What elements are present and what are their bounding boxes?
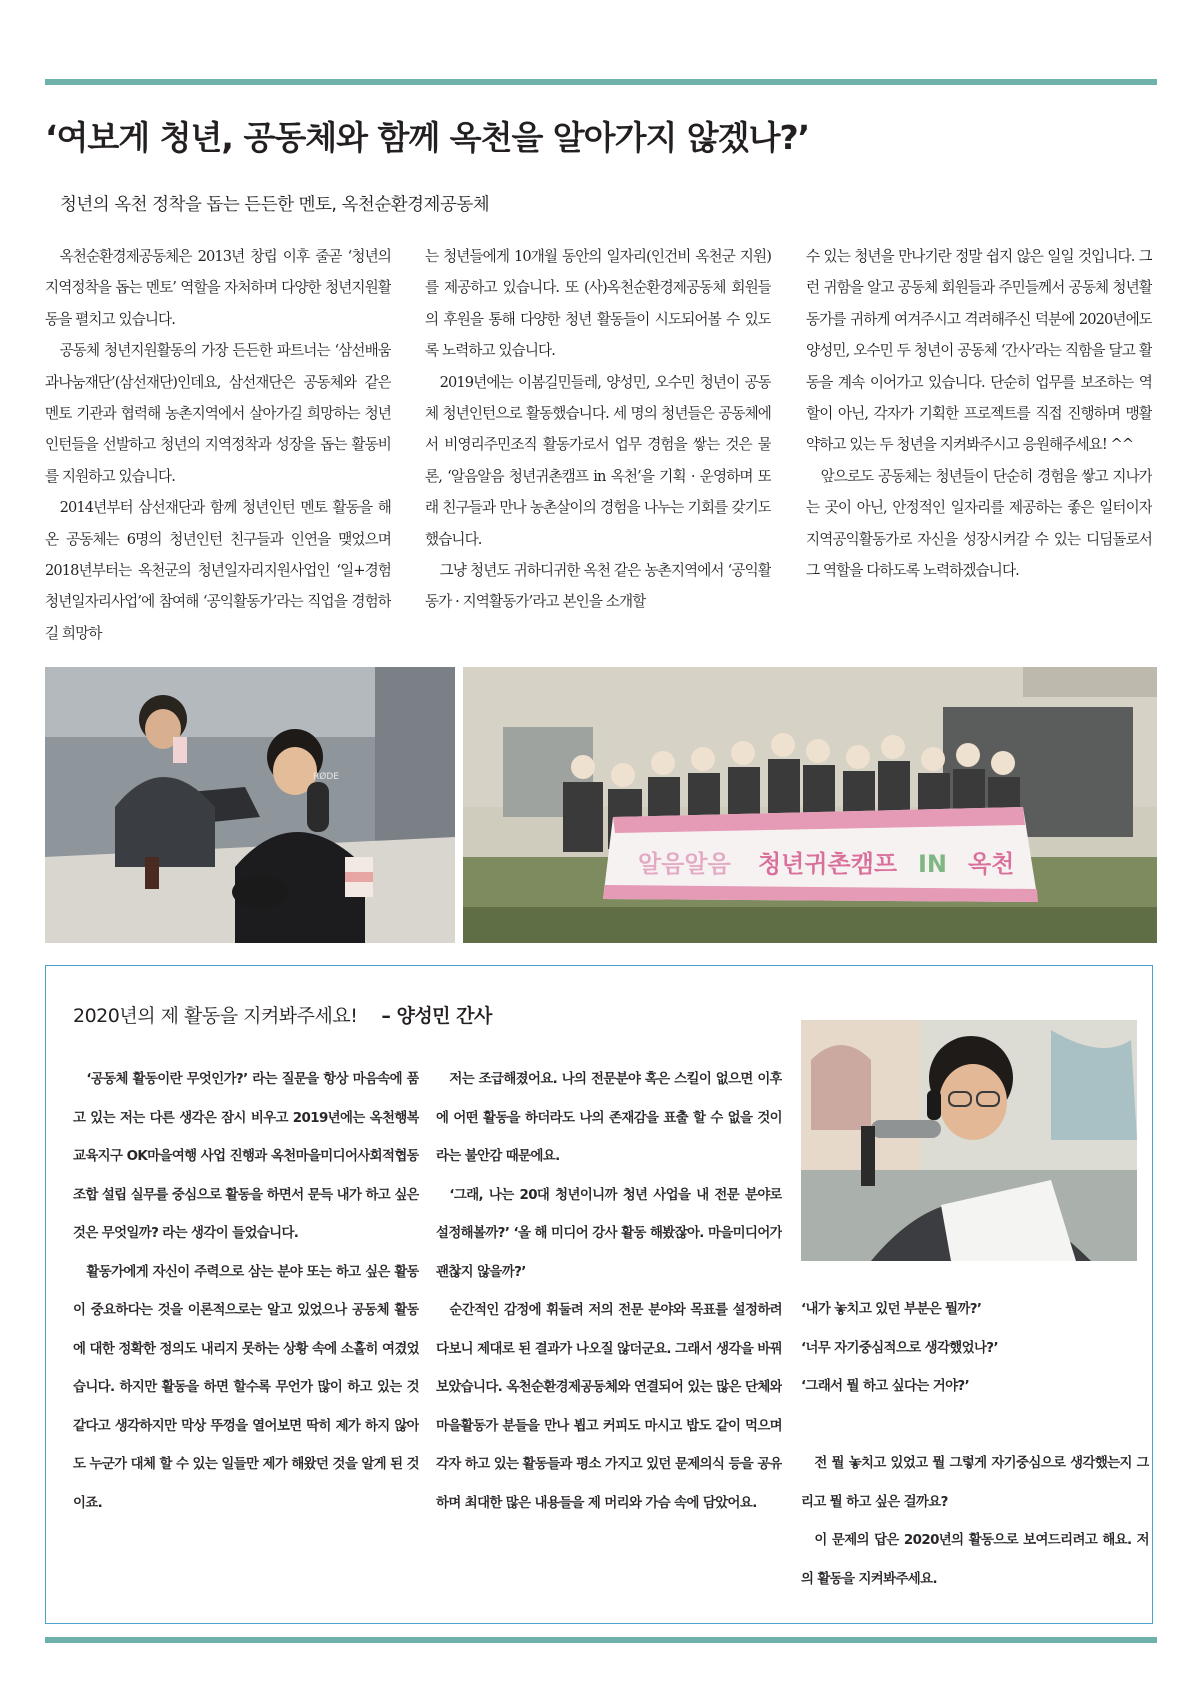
paragraph: 그냥 청년도 귀하디귀한 옥천 같은 농촌지역에서 ‘공익활동가 · 지역활동가’라고 본인을 소개할 — [425, 562, 771, 611]
box-title-text: 2020년의 제 활동을 지켜봐주세요! — [73, 1005, 358, 1027]
radio-studio-illustration — [45, 667, 455, 943]
paragraph: ‘공동체 활동이란 무엇인가?’ 라는 질문을 항상 마음속에 품고 있는 저는 다른 생각은 잠시 비우고 2019년에는 옥천행복교육지구 OK마을여행 사업 진행과 옥천마을미디어사회적협동조합 설립 실무를 중심으로 활동을 하면서 문득 내가 하고 싶은 것은 무엇일까? 라는 생각이 들었습니다. — [73, 1072, 419, 1241]
paragraph: 순간적인 감정에 휘둘려 저의 전문 분야와 목표를 설정하려다보니 제대로 된 결과가 나오질 않더군요. 그래서 생각을 바꿔 보았습니다. 옥천순환경제공동체와 연결되어 있는 많은 단체와 마을활동가 분들을 만나 뵙고 커피도 마시고 밥도 같이 먹으며 각자 하고 있는 활동들과 평소 가지고 있던 문제의식 등을 공유하며 최대한 많은 내용들을 제 머리와 가슴 속에 담았어요. — [436, 1303, 782, 1511]
paragraph: 2019년에는 이봄길민들레, 양성민, 오수민 청년이 공동체 청년인턴으로 활동했습니다. 세 명의 청년들은 공동체에서 비영리주민조직 활동가로서 업무 경험을 쌓는 것은 물론, ‘알음알음 청년귀촌캠프 in 옥천’을 기획 · 운영하며 또래 친구들과 만나 농촌살이의 경험을 나누는 기회를 갖기도 했습니다. — [425, 373, 771, 548]
box-column-2 — [436, 1061, 782, 1611]
banner-word-4: 옥천 — [968, 850, 1015, 878]
paragraph: 공동체 청년지원활동의 가장 든든한 파트너는 ‘삼선배움과나눔재단’(삼선재단)인데요, 삼선재단은 공동체와 같은 멘토 기관과 협력해 농촌지역에서 살아가길 희망하는 청년인턴들을 선발하고 청년의 지역정착과 성장을 돕는 활동비를 지원하고 있습니다. — [45, 342, 391, 485]
banner-word-1: 알음알음 — [638, 850, 731, 878]
quote-line: ‘그래서 뭘 하고 싶다는 거야?’ — [801, 1379, 970, 1394]
article-headline: ‘여보게 청년, 공동체와 함께 옥천을 알아가지 않겠나?’ — [45, 118, 810, 157]
top-divider-rule — [45, 79, 1157, 85]
article-column-1 — [45, 241, 391, 646]
spacer — [801, 1407, 1149, 1446]
banner-word-3: IN — [918, 850, 948, 878]
box-author: – 양성민 간사 — [381, 1005, 492, 1027]
host-portrait-photo — [801, 1020, 1137, 1261]
quote-line: ‘너무 자기중심적으로 생각했었나?’ — [801, 1340, 998, 1356]
mic-label: RØDE — [313, 772, 339, 782]
box-column-1 — [73, 1061, 419, 1611]
box-column-3 — [801, 1291, 1149, 1611]
bottom-divider-rule — [45, 1637, 1157, 1643]
group-photo-illustration — [463, 667, 1157, 943]
article-subtitle: 청년의 옥천 정착을 돕는 든든한 멘토, 옥천순환경제공동체 — [60, 195, 490, 215]
paragraph: 활동가에게 자신이 주력으로 삼는 분야 또는 하고 싶은 활동이 중요하다는 것을 이론적으로는 알고 있었으나 공동체 활동에 대한 정확한 정의도 내리지 못하는 상황 속에 소홀히 여겼었습니다. 하지만 활동을 하면 할수록 무언가 많이 하고 있는 것 같다고 생각하지만 막상 뚜껑을 열어보면 딱히 제가 하지 않아도 누군가 대체 할 수 있는 일들만 제가 해왔던 것을 알게 된 것이죠. — [73, 1264, 419, 1511]
paragraph: 전 뭘 놓치고 있었고 뭘 그렇게 자기중심으로 생각했는지 그리고 뭘 하고 싶은 걸까요? — [801, 1456, 1149, 1510]
article-column-2 — [425, 241, 771, 646]
box-title — [73, 1001, 492, 1028]
paragraph: 옥천순환경제공동체은 2013년 창립 이후 줄곧 ‘청년의 지역정착을 돕는 멘토’ 역할을 자처하며 다양한 청년지원활동을 펼치고 있습니다. — [45, 248, 391, 328]
camp-group-photo — [463, 667, 1157, 943]
paragraph: 이 문제의 답은 2020년의 활동으로 보여드리려고 해요. 저의 활동을 지켜봐주세요. — [801, 1533, 1149, 1587]
paragraph: 는 청년들에게 10개월 동안의 일자리(인건비 옥천군 지원)를 제공하고 있습니다. 또 (사)옥천순환경제공동체 회원들의 후원을 통해 다양한 청년 활동들이 시도되어볼 수 있도록 노력하고 있습니다. — [425, 248, 771, 360]
paragraph: ‘그래, 나는 20대 청년이니까 청년 사업을 내 전문 분야로 설정해볼까?’ ‘올 해 미디어 강사 활동 해봤잖아. 마을미디어가 괜찮지 않을까?’ — [436, 1187, 782, 1280]
paragraph: 2014년부터 삼선재단과 함께 청년인턴 멘토 활동을 해온 공동체는 6명의 청년인턴 친구들과 인연을 맺었으며 2018년부터는 옥천군의 청년일자리지원사업인 ‘일+경험청년일자리사업’에 참여해 ‘공익활동가’라는 직업을 경험하길 희망하 — [45, 499, 391, 642]
host-portrait-illustration — [801, 1020, 1137, 1261]
article-column-3 — [806, 241, 1152, 646]
paragraph: 앞으로도 공동체는 청년들이 단순히 경험을 쌓고 지나가는 곳이 아닌, 안정적인 일자리를 제공하는 좋은 일터이자 지역공익활동가로 자신을 성장시켜갈 수 있는 디딤돌로서 그 역할을 다하도록 노력하겠습니다. — [806, 467, 1152, 580]
quote-line: ‘내가 놓치고 있던 부분은 뭘까?’ — [801, 1302, 982, 1317]
paragraph: 저는 조급해졌어요. 나의 전문분야 혹은 스킬이 없으면 이후에 어떤 활동을 하더라도 나의 존재감을 표출 할 수 없을 것이라는 불안감 때문에요. — [436, 1072, 782, 1164]
banner-word-2: 청년귀촌캠프 — [758, 850, 898, 878]
paragraph: 수 있는 청년을 만나기란 정말 쉽지 않은 일일 것입니다. 그런 귀함을 알고 공동체 회원들과 주민들께서 공동체 청년활동가를 귀하게 여겨주시고 격려해주신 덕분에 2020년에도 양성민, 오수민 두 청년이 공동체 ‘간사’라는 직함을 달고 활동을 계속 이어가고 있습니다. 단순히 업무를 보조하는 역할이 아닌, 각자가 기획한 프로젝트를 직접 진행하며 맹활약하고 있는 두 청년을 지켜봐주시고 응원해주세요! ^^ — [806, 248, 1152, 454]
radio-studio-photo — [45, 667, 455, 943]
